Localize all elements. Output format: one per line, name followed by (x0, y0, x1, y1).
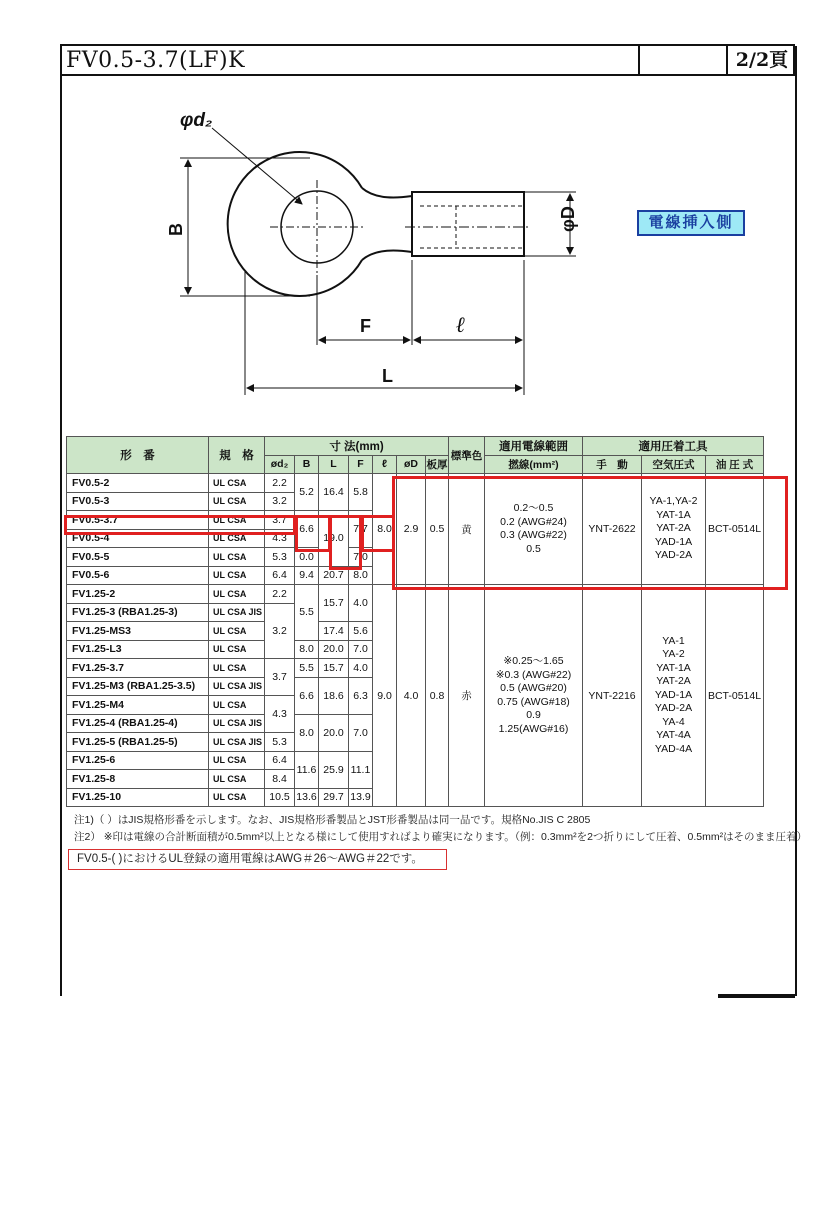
pneumatic-tools (642, 585, 706, 807)
tool-item: YA-1,YA-2 (649, 495, 698, 508)
F-value: 8.0 (349, 566, 373, 585)
d2-value: 5.3 (265, 548, 295, 567)
spec-table (66, 436, 764, 807)
document-title: FV0.5-3.7(LF)K (66, 48, 246, 73)
part-number: FV1.25-MS3 (67, 622, 209, 641)
F-value: 5.8 (349, 474, 373, 511)
table-row (67, 585, 764, 604)
B-value: 8.0 (295, 640, 319, 659)
part-number: FV1.25-M3 (RBA1.25-3.5) (67, 677, 209, 696)
hdr-tools: 適用圧着工具 (583, 437, 764, 456)
note-2: 注2） ※印は電線の合計断面積が0.5mm²以上となる様にして使用すればより確実になります。（例：0.3mm²を2つ折りにして圧着、0.5mm²はそのまま圧着） (74, 831, 808, 843)
thickness-value: 0.8 (426, 585, 449, 807)
hdr-L: L (319, 455, 349, 474)
hdr-thickness: 板厚 (426, 455, 449, 474)
d2-value: 3.7 (265, 659, 295, 696)
thickness-value: 0.5 (426, 474, 449, 585)
B-value: 6.6 (295, 511, 319, 548)
B-value: 5.2 (295, 474, 319, 511)
standard-marks: UL CSA (209, 511, 265, 530)
tool-item: YAD-2A (654, 702, 693, 715)
L-value: 20.0 (319, 640, 349, 659)
part-number: FV1.25-2 (67, 585, 209, 604)
standard-marks: UL CSA (209, 751, 265, 770)
hdr-l: ℓ (373, 455, 397, 474)
d2-value: 3.2 (265, 492, 295, 511)
manual-tool: YNT-2622 (583, 474, 642, 585)
standard-marks: UL CSA (209, 640, 265, 659)
tool-item: YAT-2A (656, 522, 691, 535)
part-number: FV0.5-3 (67, 492, 209, 511)
L-value: 15.7 (319, 659, 349, 678)
L-value: 15.7 (319, 585, 349, 622)
L-value: 20.7 (319, 566, 349, 585)
d2-value: 2.2 (265, 474, 295, 493)
bottom-rule (718, 994, 795, 998)
wire-item: ※0.3 (AWG#22) (495, 668, 572, 681)
hdr-hydraulic: 油 圧 式 (706, 455, 764, 474)
L-value: 18.6 (319, 677, 349, 714)
L-value: 16.4 (319, 474, 349, 511)
wire-range (485, 474, 583, 585)
F-value: 13.9 (349, 788, 373, 807)
part-number: FV1.25-L3 (67, 640, 209, 659)
tool-item: YAT-1A (656, 661, 691, 674)
F-value: 7.0 (349, 548, 373, 567)
pneumatic-tools (642, 474, 706, 585)
standard-marks: UL CSA (209, 622, 265, 641)
label-D: φD (558, 206, 578, 232)
standard-marks: UL CSA (209, 492, 265, 511)
part-number: FV0.5-3.7 (67, 511, 209, 530)
tool-item: YA-2 (662, 648, 685, 661)
D-value: 4.0 (397, 585, 426, 807)
part-number: FV0.5-5 (67, 548, 209, 567)
L-value: 29.7 (319, 788, 349, 807)
standard-marks: UL CSA JIS (209, 733, 265, 752)
hdr-D: øD (397, 455, 426, 474)
label-F: F (360, 316, 371, 336)
F-value: 4.0 (349, 659, 373, 678)
terminal-drawing (150, 100, 590, 400)
ul-note-box: FV0.5-( )におけるUL登録の適用電線はAWG＃26～AWG＃22です。 (68, 849, 447, 870)
tool-item: YAT-1A (656, 508, 691, 521)
hdr-dims: 寸 法(mm) (265, 437, 449, 456)
standard-marks: UL CSA (209, 696, 265, 715)
part-number: FV1.25-4 (RBA1.25-4) (67, 714, 209, 733)
d2-value: 6.4 (265, 751, 295, 770)
L-value: 20.0 (319, 714, 349, 751)
D-value: 2.9 (397, 474, 426, 585)
label-L: L (382, 366, 393, 386)
standard-marks: UL CSA JIS (209, 714, 265, 733)
hdr-wire: 適用電線範囲 (485, 437, 583, 456)
d2-value: 4.3 (265, 529, 295, 548)
part-number: FV0.5-4 (67, 529, 209, 548)
F-value: 5.6 (349, 622, 373, 641)
hydraulic-tool: BCT-0514L (706, 585, 764, 807)
standard-marks: UL CSA JIS (209, 677, 265, 696)
part-number: FV1.25-8 (67, 770, 209, 789)
hdr-F: F (349, 455, 373, 474)
hdr-part: 形 番 (67, 437, 209, 474)
tool-item: YAT-2A (656, 675, 691, 688)
wire-item: ※0.25～1.65 (503, 655, 564, 667)
l-value: 9.0 (373, 585, 397, 807)
standard-marks: UL CSA (209, 585, 265, 604)
standard-marks: UL CSA (209, 548, 265, 567)
standard-marks: UL CSA (209, 788, 265, 807)
B-value: 5.5 (295, 585, 319, 641)
l-value: 8.0 (373, 474, 397, 585)
hdr-std: 規 格 (209, 437, 265, 474)
color-value: 黄 (449, 474, 485, 585)
tool-item: YAT-4A (656, 729, 691, 742)
d2-value: 8.4 (265, 770, 295, 789)
d2-value: 2.2 (265, 585, 295, 604)
note-1: 注1)（ ）はJIS規格形番を示します。なお、JIS規格形番製品とJST形番製品は同一品です。規格No.JIS C 2805 (74, 814, 591, 826)
manual-tool: YNT-2216 (583, 585, 642, 807)
B-value: 0.0 (295, 548, 319, 567)
wire-item: 0.3 (AWG#22) (500, 529, 567, 541)
standard-marks: UL CSA (209, 659, 265, 678)
wire-item: 0.2 (AWG#24) (500, 515, 567, 528)
notes (74, 812, 807, 846)
wire-item: 0.5 (AWG#20) (500, 682, 567, 694)
standard-marks: UL CSA (209, 770, 265, 789)
d2-value: 5.3 (265, 733, 295, 752)
L-value: 17.4 (319, 622, 349, 641)
standard-marks: UL CSA (209, 566, 265, 585)
page-number: 2/2頁 (726, 46, 796, 74)
d2-value: 10.5 (265, 788, 295, 807)
part-number: FV1.25-M4 (67, 696, 209, 715)
part-number: FV0.5-6 (67, 566, 209, 585)
part-number: FV1.25-5 (RBA1.25-5) (67, 733, 209, 752)
hydraulic-tool: BCT-0514L (706, 474, 764, 585)
color-value: 赤 (449, 585, 485, 807)
B-value: 8.0 (295, 714, 319, 751)
label-l: ℓ (456, 312, 466, 338)
part-number: FV0.5-2 (67, 474, 209, 493)
part-number: FV1.25-3.7 (67, 659, 209, 678)
L-value: 19.0 (319, 511, 349, 567)
label-d2: φd₂ (180, 110, 213, 131)
tool-item: YAD-1A (654, 688, 693, 701)
B-value: 11.6 (295, 751, 319, 788)
wire-item: 0.75 (AWG#18) (497, 695, 570, 708)
hdr-d2: ød₂ (265, 455, 295, 474)
tool-item: YA-1 (662, 634, 685, 647)
wire-insert-side-label: 電線挿入側 (637, 210, 745, 236)
tool-item: YAD-4A (654, 742, 693, 755)
B-value: 5.5 (295, 659, 319, 678)
hdr-pneumatic: 空気圧式 (642, 455, 706, 474)
d2-value: 4.3 (265, 696, 295, 733)
hdr-B: B (295, 455, 319, 474)
F-value: 7.0 (349, 714, 373, 751)
L-value: 25.9 (319, 751, 349, 788)
wire-item: 0.9 (526, 709, 541, 721)
wire-item: 1.25(AWG#16) (498, 722, 569, 735)
F-value: 7.7 (349, 511, 373, 548)
B-value: 6.6 (295, 677, 319, 714)
F-value: 4.0 (349, 585, 373, 622)
d2-value: 6.4 (265, 566, 295, 585)
table-row (67, 474, 764, 493)
part-number: FV1.25-10 (67, 788, 209, 807)
label-B: B (166, 223, 186, 236)
hdr-manual: 手 動 (583, 455, 642, 474)
d2-value: 3.7 (265, 511, 295, 530)
d2-value: 3.2 (265, 603, 295, 659)
F-value: 6.3 (349, 677, 373, 714)
F-value: 11.1 (349, 751, 373, 788)
hdr-color: 標準色 (449, 437, 485, 474)
wire-item: 0.5 (526, 542, 541, 555)
hdr-wire-sub: 撚線(mm²) (485, 455, 583, 474)
ring-terminal-outline (228, 152, 524, 296)
B-value: 13.6 (295, 788, 319, 807)
part-number: FV1.25-6 (67, 751, 209, 770)
part-number: FV1.25-3 (RBA1.25-3) (67, 603, 209, 622)
standard-marks: UL CSA (209, 474, 265, 493)
standard-marks: UL CSA JIS (209, 603, 265, 622)
wire-range (485, 585, 583, 807)
F-value: 7.0 (349, 640, 373, 659)
B-value: 9.4 (295, 566, 319, 585)
tool-item: YAD-1A (654, 535, 693, 548)
tool-item: YA-4 (662, 715, 685, 728)
wire-item: 0.2～0.5 (513, 502, 554, 514)
standard-marks: UL CSA (209, 529, 265, 548)
tool-item: YAD-2A (654, 549, 693, 562)
